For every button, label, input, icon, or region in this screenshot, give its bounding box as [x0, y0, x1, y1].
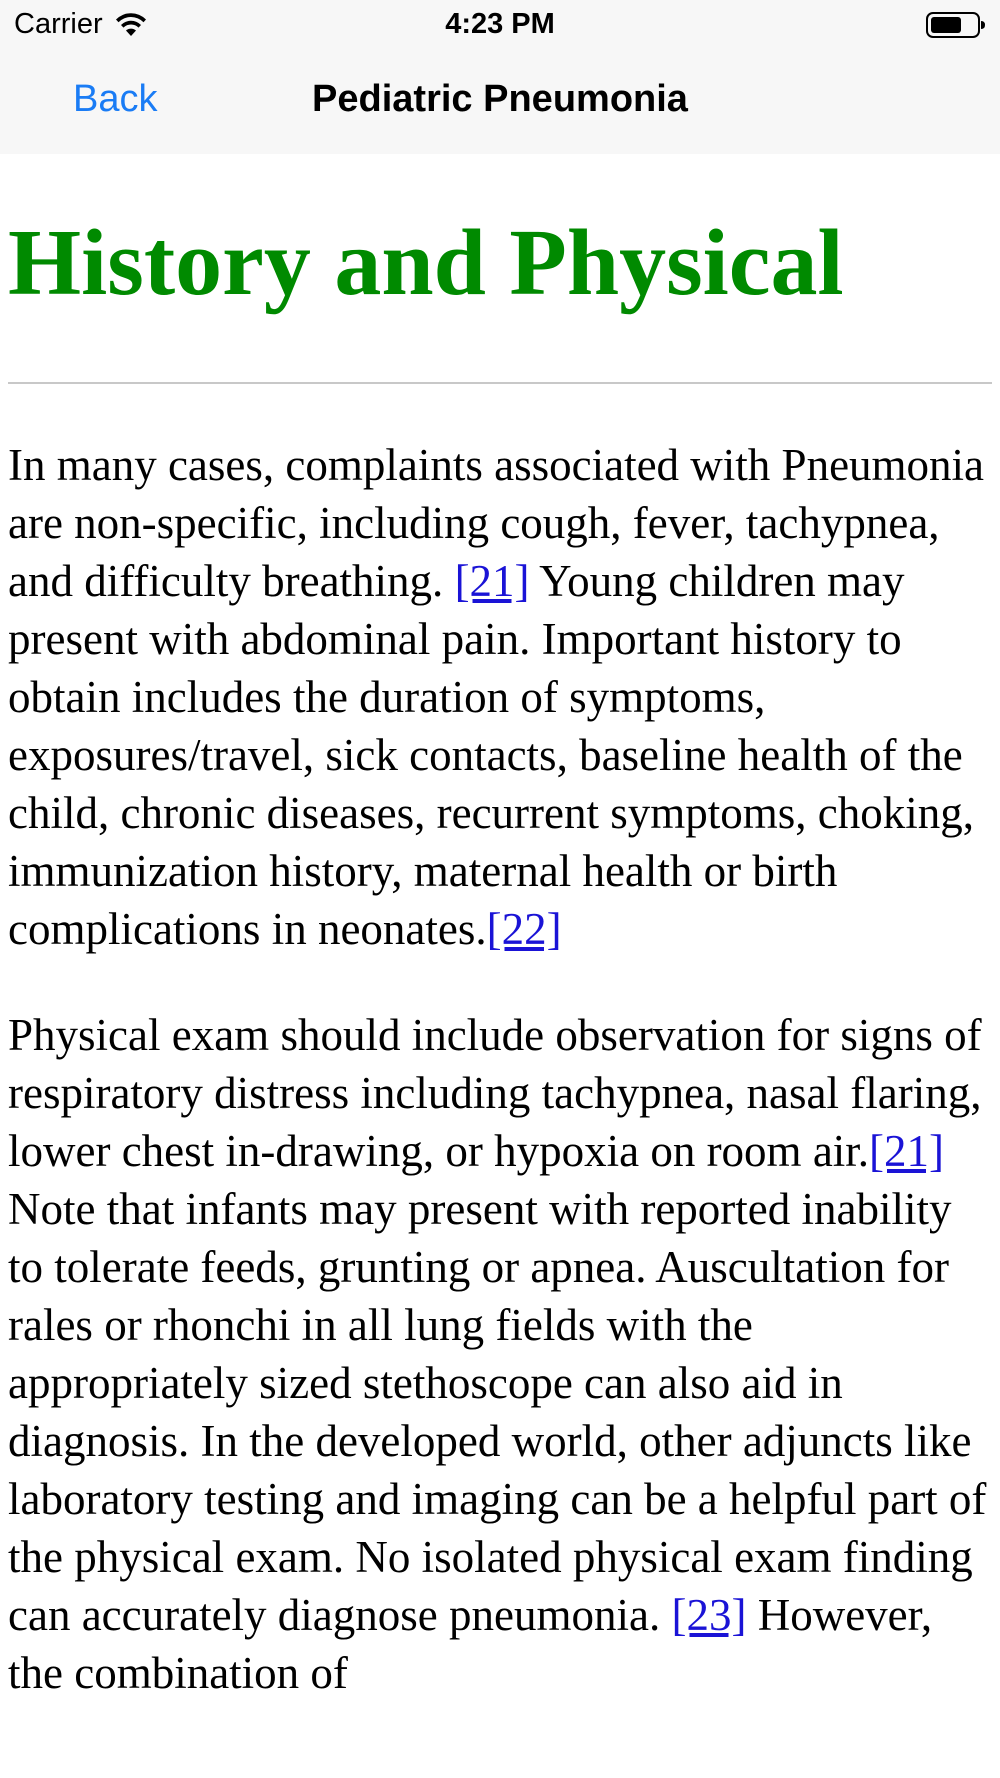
status-time: 4:23 PM [445, 8, 555, 40]
history-paragraph [8, 436, 992, 958]
physical-text-3: However, the combination of [8, 1590, 933, 1698]
page-heading: History and Physical [8, 211, 844, 315]
navigation-bar [0, 52, 1000, 154]
back-button[interactable]: Back [73, 78, 158, 120]
reference-link-21[interactable]: [21] [454, 556, 530, 606]
reference-link-21[interactable]: [21] [869, 1126, 945, 1176]
physical-paragraph [8, 1006, 992, 1702]
history-text-1: In many cases, complaints associated with Pneumonia are non-specific, including cough, fever, tachypnea, and difficulty breathing. [8, 440, 985, 606]
status-bar [0, 0, 1000, 52]
heading-divider [8, 382, 992, 384]
history-text-2: Young children may present with abdominal pain. Important history to obtain includes the duration of symptoms, exposures/travel, sick contacts, baseline health of the child, chronic diseases, recurrent symptoms, choking, immunization history, maternal health or birth complications in neonates. [8, 556, 975, 954]
reference-link-22[interactable]: [22] [486, 904, 562, 954]
article-content [8, 154, 992, 1702]
battery-icon [926, 12, 986, 38]
carrier-label: Carrier [14, 8, 103, 40]
physical-text-2: Note that infants may present with reported inability to tolerate feeds, grunting or apnea. Auscultation for rales or rhonchi in all lung fields with the appropriately sized stethoscope can also aid in diagnosis. In the developed world, other adjuncts like laboratory testing and imaging can be a helpful part of the physical exam. No isolated physical exam finding can accurately diagnose pneumonia. [8, 1184, 987, 1640]
reference-link-23[interactable]: [23] [671, 1590, 747, 1640]
physical-text-1: Physical exam should include observation for signs of respiratory distress including tachypnea, nasal flaring, lower chest in-drawing, or hypoxia on room air. [8, 1010, 982, 1176]
nav-title: Pediatric Pneumonia [312, 78, 688, 120]
